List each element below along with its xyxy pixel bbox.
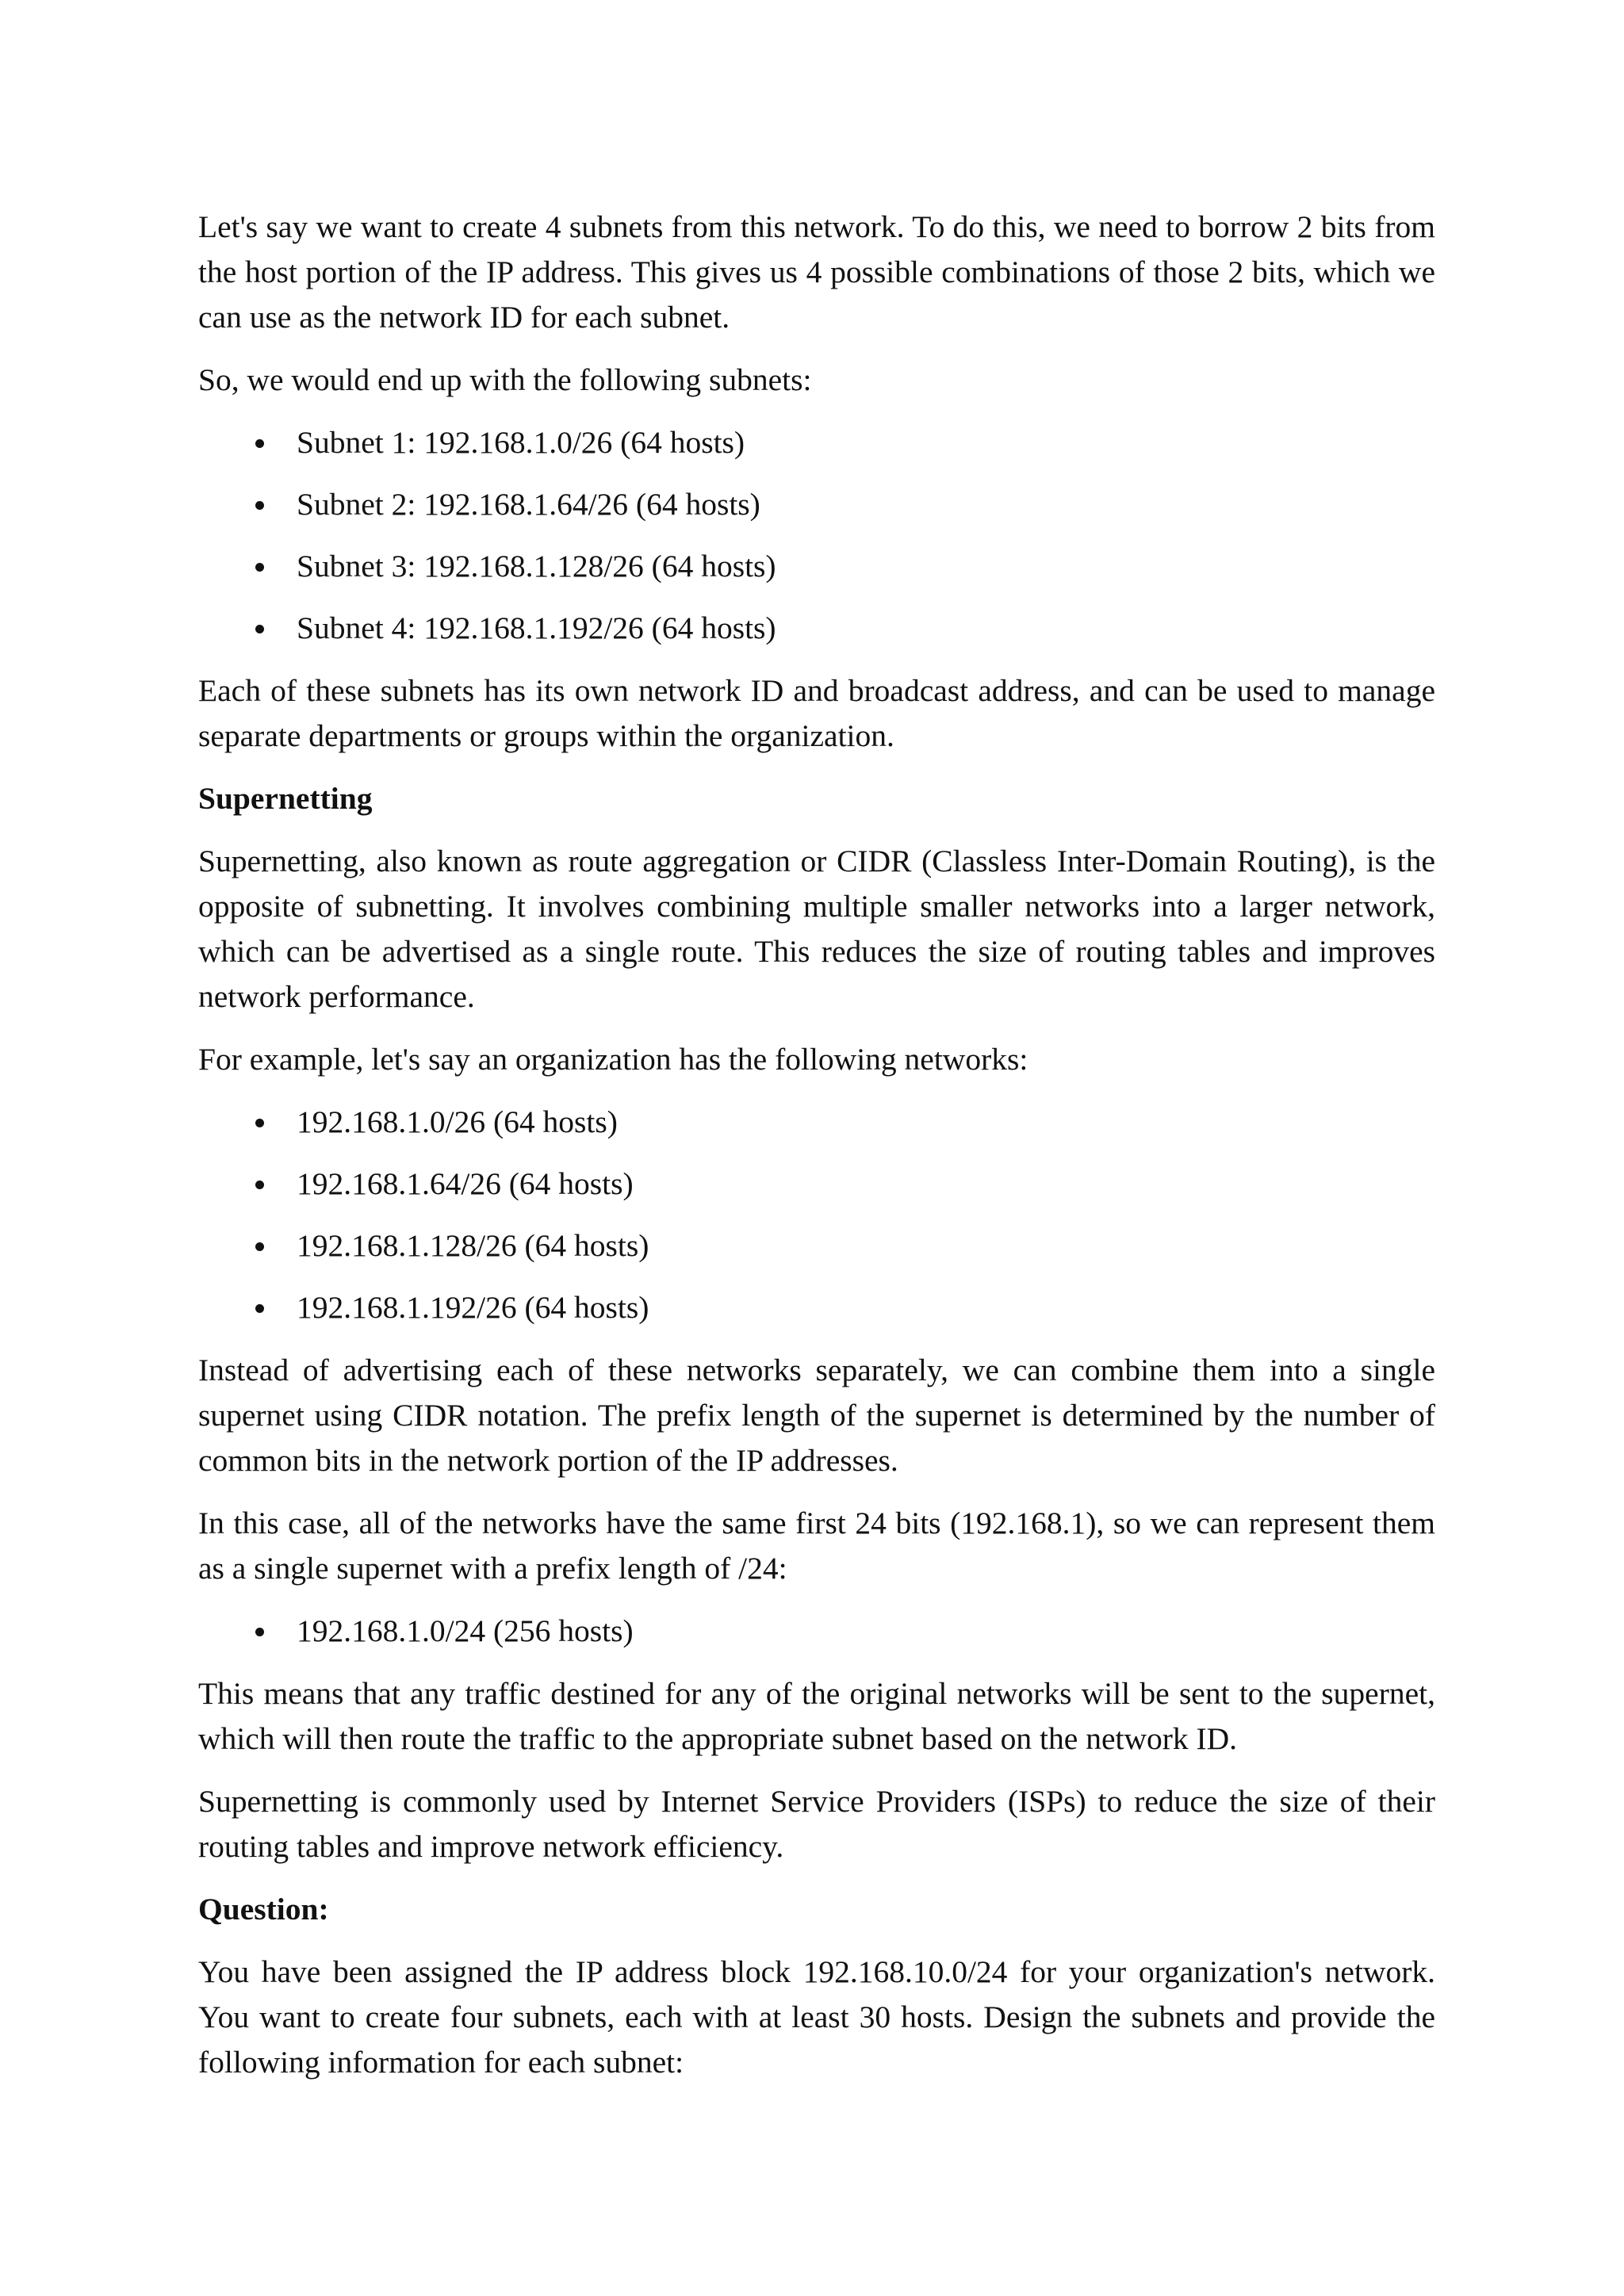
- paragraph-isp-usage: Supernetting is commonly used by Internet Service Providers (ISPs) to reduce the size of their routing tables and improve network efficiency.: [198, 1784, 1435, 1864]
- list-item-text: Subnet 2: 192.168.1.64/26 (64 hosts): [297, 487, 760, 522]
- list-item: [198, 482, 1435, 527]
- list-item-text: 192.168.1.0/24 (256 hosts): [297, 1613, 634, 1648]
- list-item-text: Subnet 4: 192.168.1.192/26 (64 hosts): [297, 610, 776, 645]
- list-item: [198, 1100, 1435, 1145]
- bullet-icon: [255, 501, 264, 510]
- paragraph-traffic-routing: This means that any traffic destined for any of the original networks will be sent to the supernet, which will then route the traffic to the appropriate subnet based on the network ID.: [198, 1676, 1435, 1756]
- list-item: [198, 606, 1435, 651]
- list-item-text: 192.168.1.64/26 (64 hosts): [297, 1166, 634, 1201]
- list-item-text: 192.168.1.128/26 (64 hosts): [297, 1228, 649, 1263]
- bullet-icon: [255, 439, 264, 448]
- paragraph-question: You have been assigned the IP address block 192.168.10.0/24 for your organization's network. You want to create four subnets, each with at least 30 hosts. Design the subnets and provide the following information for each subnet:: [198, 1954, 1435, 2080]
- network-list: [198, 1100, 1435, 1330]
- bullet-icon: [255, 563, 264, 572]
- paragraph-prefix-length: In this case, all of the networks have the same first 24 bits (192.168.1), so we can represent them as a single supernet with a prefix length of /24:: [198, 1506, 1435, 1586]
- bullet-icon: [255, 1628, 264, 1636]
- paragraph-subnet-intro: Let's say we want to create 4 subnets from this network. To do this, we need to borrow 2 bits from the host portion of the IP address. This gives us 4 possible combinations of those 2 bits, which we can use as the network ID for each subnet.: [198, 209, 1435, 335]
- heading-supernetting: Supernetting: [198, 781, 373, 816]
- paragraph-subnets-lead: So, we would end up with the following subnets:: [198, 362, 812, 397]
- bullet-icon: [255, 625, 264, 633]
- bullet-icon: [255, 1181, 264, 1189]
- subnet-list: [198, 420, 1435, 651]
- bullet-icon: [255, 1242, 264, 1251]
- list-item: [198, 1609, 1435, 1654]
- list-item-text: Subnet 3: 192.168.1.128/26 (64 hosts): [297, 549, 776, 584]
- bullet-icon: [255, 1119, 264, 1127]
- bullet-icon: [255, 1304, 264, 1313]
- heading-question: Question:: [198, 1892, 329, 1927]
- supernet-list: [198, 1609, 1435, 1654]
- list-item: [198, 1161, 1435, 1207]
- list-item-text: Subnet 1: 192.168.1.0/26 (64 hosts): [297, 425, 745, 460]
- paragraph-supernetting-definition: Supernetting, also known as route aggregation or CIDR (Classless Inter-Domain Routing), is the opposite of subnetting. It involves combining multiple smaller networks into a larger network, which can be advertised as a single route. This reduces the size of routing tables and improves network performance.: [198, 844, 1435, 1014]
- list-item: [198, 544, 1435, 589]
- list-item-text: 192.168.1.192/26 (64 hosts): [297, 1290, 649, 1325]
- paragraph-cidr-combine: Instead of advertising each of these networks separately, we can combine them into a single supernet using CIDR notation. The prefix length of the supernet is determined by the number of common bits in the network portion of the IP addresses.: [198, 1353, 1435, 1478]
- list-item: [198, 1223, 1435, 1269]
- paragraph-networks-lead: For example, let's say an organization has the following networks:: [198, 1042, 1028, 1077]
- list-item: [198, 420, 1435, 465]
- list-item: [198, 1285, 1435, 1330]
- document-page: [198, 205, 1435, 2103]
- list-item-text: 192.168.1.0/26 (64 hosts): [297, 1104, 618, 1139]
- paragraph-subnets-purpose: Each of these subnets has its own network ID and broadcast address, and can be used to manage separate departments or groups within the organization.: [198, 673, 1435, 753]
